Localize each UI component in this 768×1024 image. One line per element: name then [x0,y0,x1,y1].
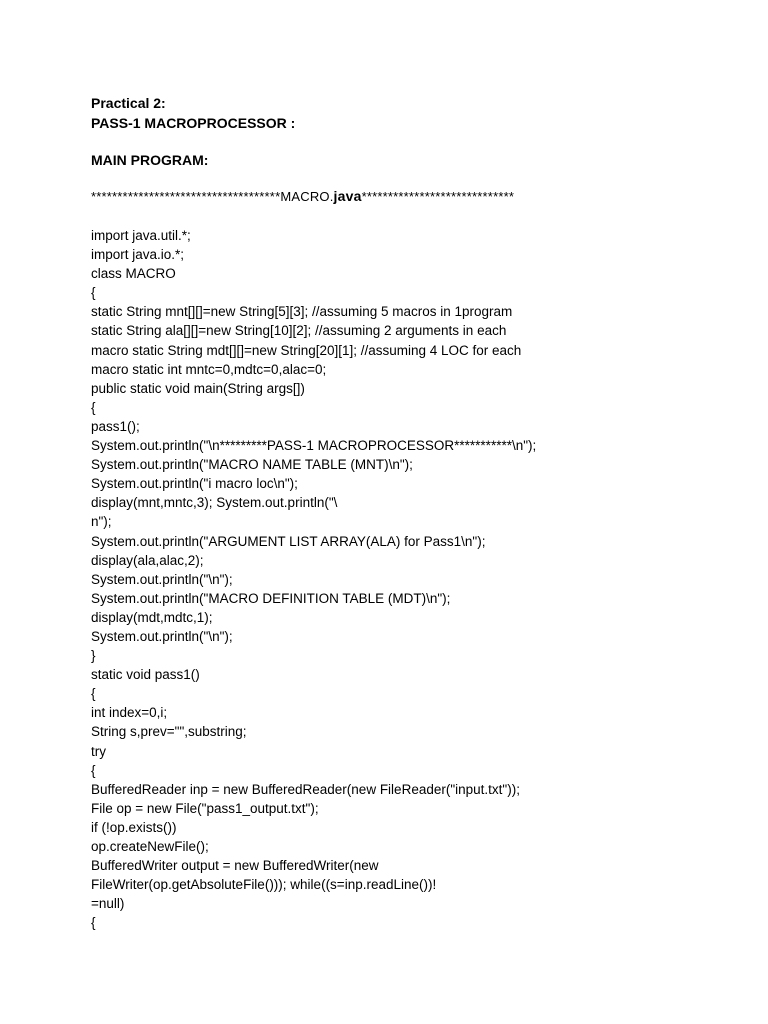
code-line: { [91,762,96,778]
code-line: class MACRO [91,266,176,282]
code-line: import java.util.*; [91,228,191,243]
code-line: System.out.println("ARGUMENT LIST ARRAY(ALA) for Pass1\n"); [91,533,486,549]
banner-right-stars: ***************************** [361,189,515,204]
document-title: PASS-1 MACROPROCESSOR : [91,115,296,131]
code-line: int index=0,i; [91,705,168,721]
code-line: if (!op.exists()) [91,819,177,835]
code-line: File op = new File("pass1_output.txt"); [91,800,319,816]
banner-file-base: MACRO. [280,189,334,204]
code-line: n"); [91,514,112,530]
code-line: try [91,743,106,759]
code-line: { [91,285,96,301]
code-line: op.createNewFile(); [91,839,209,854]
code-line: { [91,399,96,415]
code-line: static String ala[][]=new String[10][2]; //assuming 2 arguments in each [91,323,507,339]
code-line: { [91,686,96,702]
banner-left-stars: ************************************ [91,189,281,204]
code-line: display(mdt,mdtc,1); [91,609,213,625]
code-line: String s,prev="",substring; [91,724,247,740]
code-line: display(ala,alac,2); [91,552,204,568]
code-line: BufferedWriter output = new BufferedWriter(new [91,858,379,874]
code-line: System.out.println("MACRO NAME TABLE (MNT)\n"); [91,457,413,473]
banner-file-ext: java [333,188,362,204]
code-line: static String mnt[][]=new String[5][3]; //assuming 5 macros in 1program [91,304,513,320]
code-line: FileWriter(op.getAbsoluteFile())); while((s=inp.readLine())! [91,877,437,893]
code-line: { [91,915,96,931]
code-line: macro static String mdt[][]=new String[20][1]; //assuming 4 LOC for each [91,342,522,358]
code-line: pass1(); [91,418,140,434]
code-line: System.out.println("i macro loc\n"); [91,476,298,492]
code-line: public static void main(String args[]) [91,380,305,396]
code-line: System.out.println("MACRO DEFINITION TABLE (MDT)\n"); [91,590,451,606]
code-listing [91,226,536,932]
practical-heading: Practical 2: [91,95,166,111]
code-line: import java.io.*; [91,247,185,263]
section-heading: MAIN PROGRAM: [91,152,209,168]
code-line: BufferedReader inp = new BufferedReader(new FileReader("input.txt")); [91,781,520,797]
file-banner [91,187,514,206]
code-line: =null) [91,896,125,912]
code-line: } [91,648,96,664]
code-line: display(mnt,mntc,3); System.out.println("\ [91,495,338,511]
code-line: System.out.println("\n"); [91,628,233,644]
code-line: System.out.println("\n*********PASS-1 MACROPROCESSOR***********\n"); [91,438,537,454]
code-line: macro static int mntc=0,mdtc=0,alac=0; [91,361,327,377]
code-line: static void pass1() [91,667,200,683]
code-line: System.out.println("\n"); [91,571,233,587]
